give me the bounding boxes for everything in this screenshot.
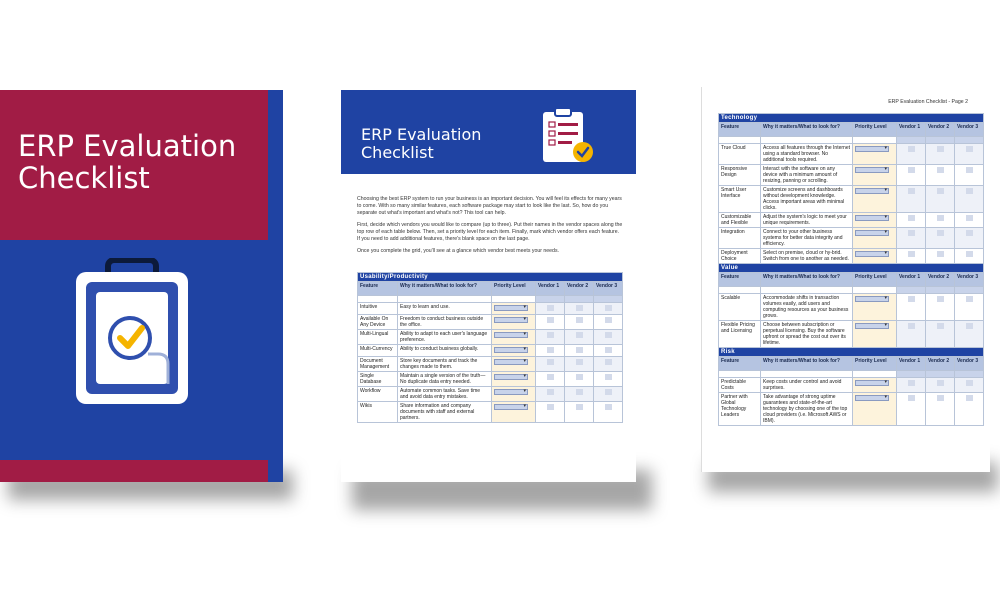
vendor-checkbox[interactable] (547, 404, 554, 410)
vendor-checkbox[interactable] (547, 359, 554, 365)
section-title: Usability/Productivity (358, 273, 623, 282)
vendor-checkbox[interactable] (908, 296, 915, 302)
section-title: Technology (719, 114, 984, 123)
feature-cell: Smart User Interface (719, 186, 761, 213)
vendor-checkbox[interactable] (605, 404, 612, 410)
feature-cell: Customizable and Flexible (719, 213, 761, 228)
vendor-checkbox[interactable] (605, 332, 612, 338)
col-header: Vendor 2 (926, 123, 955, 137)
vendor-checkbox[interactable] (908, 380, 915, 386)
priority-select[interactable] (494, 332, 528, 338)
col-header: Priority Level (853, 357, 897, 371)
feature-cell: Wikis (358, 402, 398, 423)
section-title: Risk (719, 348, 984, 357)
priority-select[interactable] (855, 380, 889, 386)
vendor-checkbox[interactable] (576, 404, 583, 410)
checklist-icon (537, 104, 599, 166)
vendor-checkbox[interactable] (937, 167, 944, 173)
priority-select[interactable] (855, 395, 889, 401)
col-header: Vendor 1 (536, 282, 565, 296)
table-row (719, 228, 984, 249)
priority-select[interactable] (494, 317, 528, 323)
feature-cell: Multi-Lingual (358, 330, 398, 345)
why-cell: Share information and company documents with staff and external partners. (398, 402, 492, 423)
vendor-checkbox[interactable] (576, 389, 583, 395)
table-row (719, 321, 984, 348)
checklist-page-1 (341, 90, 636, 482)
why-cell: Keep costs under control and avoid surprises. (761, 378, 853, 393)
vendor-checkbox[interactable] (576, 332, 583, 338)
page1-title (361, 126, 481, 162)
vendor-checkbox[interactable] (937, 251, 944, 257)
vendor-name-input[interactable] (926, 287, 955, 294)
page1-intro (357, 196, 623, 260)
feature-cell: Flexible Pricing and Licensing (719, 321, 761, 348)
priority-select[interactable] (855, 230, 889, 236)
vendor-checkbox[interactable] (937, 188, 944, 194)
vendor-checkbox[interactable] (576, 317, 583, 323)
vendor-checkbox[interactable] (966, 395, 973, 401)
vendor-name-input[interactable] (897, 287, 926, 294)
vendor-checkbox[interactable] (937, 230, 944, 236)
vendor-checkbox[interactable] (966, 380, 973, 386)
feature-cell: Partner with Global Technology Leaders (719, 393, 761, 426)
table-row (358, 315, 623, 330)
vendor-checkbox[interactable] (937, 395, 944, 401)
vendor-checkbox[interactable] (937, 146, 944, 152)
why-cell: Freedom to conduct business outside the office. (398, 315, 492, 330)
cover-page (0, 90, 283, 482)
vendor-name-input[interactable] (926, 137, 955, 144)
vendor-name-input[interactable] (955, 371, 984, 378)
why-cell: Interact with the software on any device with a minimum amount of resizing, panning or scrolling. (761, 165, 853, 186)
cover-title (18, 130, 268, 194)
why-cell: Ability to adapt to each user's language preference. (398, 330, 492, 345)
col-header: Priority Level (853, 273, 897, 287)
page1-header (341, 90, 636, 174)
vendor-checkbox[interactable] (605, 305, 612, 311)
vendor-checkbox[interactable] (908, 188, 915, 194)
vendor-checkbox[interactable] (576, 347, 583, 353)
table-row (719, 213, 984, 228)
why-cell: Store key documents and track the changes made to them. (398, 357, 492, 372)
vendor-checkbox[interactable] (966, 215, 973, 221)
vendor-checkbox[interactable] (908, 230, 915, 236)
why-cell: Access all features through the Internet using a standard browser. No additional tools required. (761, 144, 853, 165)
vendor-checkbox[interactable] (547, 305, 554, 311)
why-cell: Adjust the system's logic to meet your unique requirements. (761, 213, 853, 228)
priority-select[interactable] (855, 188, 889, 194)
intro-paragraph: First, decide which vendors you would like to compare (up to three). Put their names in the vendor spaces along the top row of each table below. Then, set a priority level for each item. Finally, mark which vendor offers each feature. If you need to add additional features, there's blank space on the last page. (357, 222, 623, 242)
table-row (719, 144, 984, 165)
vendor-checkbox[interactable] (908, 395, 915, 401)
col-header: Feature (719, 123, 761, 137)
vendor-checkbox[interactable] (547, 332, 554, 338)
vendor-checkbox[interactable] (605, 359, 612, 365)
vendor-checkbox[interactable] (966, 230, 973, 236)
table-row (358, 330, 623, 345)
feature-cell: Single Database (358, 372, 398, 387)
vendor-checkbox[interactable] (966, 188, 973, 194)
vendor-name-input[interactable] (594, 296, 623, 303)
why-cell: Connect to your other business systems for better data integrity and efficiency. (761, 228, 853, 249)
priority-select[interactable] (494, 389, 528, 395)
table-row (358, 372, 623, 387)
col-header: Why it matters/What to look for? (761, 123, 853, 137)
vendor-checkbox[interactable] (547, 374, 554, 380)
cover-title-line1: ERP Evaluation (18, 129, 237, 163)
vendor-checkbox[interactable] (937, 296, 944, 302)
vendor-name-input[interactable] (897, 137, 926, 144)
priority-select[interactable] (494, 374, 528, 380)
why-cell: Choose between subscription or perpetual licensing. Buy the software upfront or spread the cost out over its lifetime. (761, 321, 853, 348)
cover-bottom-band (0, 460, 268, 482)
table-row (358, 357, 623, 372)
feature-cell: Responsive Design (719, 165, 761, 186)
intro-paragraph: Once you complete the grid, you'll see at a glance which vendor best meets your needs. (357, 248, 559, 254)
vendor-checkbox[interactable] (605, 347, 612, 353)
why-cell: Automate common tasks. Save time and avoid data entry mistakes. (398, 387, 492, 402)
feature-cell: True Cloud (719, 144, 761, 165)
vendor-checkbox[interactable] (547, 347, 554, 353)
priority-select[interactable] (494, 404, 528, 410)
feature-cell: Scalable (719, 294, 761, 321)
table-row (719, 378, 984, 393)
vendor-checkbox[interactable] (966, 323, 973, 329)
col-header: Feature (719, 357, 761, 371)
feature-cell: Workflow (358, 387, 398, 402)
vendor-checkbox[interactable] (576, 305, 583, 311)
page1-title-line2: Checklist (361, 143, 434, 162)
table-row (719, 249, 984, 264)
vendor-checkbox[interactable] (605, 389, 612, 395)
priority-select[interactable] (494, 305, 528, 311)
col-header: Vendor 3 (955, 357, 984, 371)
vendor-name-input[interactable] (926, 371, 955, 378)
vendor-name-input[interactable] (536, 296, 565, 303)
vendor-checkbox[interactable] (576, 374, 583, 380)
vendor-checkbox[interactable] (908, 215, 915, 221)
priority-select[interactable] (494, 359, 528, 365)
section-title: Value (719, 264, 984, 273)
checklist-page-2 (701, 87, 990, 472)
col-header: Why it matters/What to look for? (761, 357, 853, 371)
vendor-checkbox[interactable] (605, 374, 612, 380)
priority-select[interactable] (494, 347, 528, 353)
col-header: Priority Level (492, 282, 536, 296)
col-header: Vendor 2 (926, 273, 955, 287)
why-cell: Customize screens and dashboards without development knowledge. Access important areas with minimal clicks. (761, 186, 853, 213)
vendor-checkbox[interactable] (966, 167, 973, 173)
priority-select[interactable] (855, 215, 889, 221)
col-header: Vendor 3 (594, 282, 623, 296)
col-header: Vendor 2 (926, 357, 955, 371)
feature-cell: Multi-Currency (358, 345, 398, 357)
feature-cell: Deployment Choice (719, 249, 761, 264)
table-row (719, 294, 984, 321)
table-row (358, 387, 623, 402)
vendor-name-input[interactable] (565, 296, 594, 303)
col-header: Vendor 3 (955, 123, 984, 137)
table-row (719, 186, 984, 213)
priority-select[interactable] (855, 296, 889, 302)
vendor-checkbox[interactable] (966, 251, 973, 257)
why-cell: Accommodate shifts in transaction volumes easily, add users and computing resources as your business grows. (761, 294, 853, 321)
vendor-checkbox[interactable] (908, 167, 915, 173)
priority-select[interactable] (855, 323, 889, 329)
priority-select[interactable] (855, 146, 889, 152)
page2-header: ERP Evaluation Checklist - Page 2 (888, 99, 968, 105)
priority-select[interactable] (855, 251, 889, 257)
table-row (358, 402, 623, 423)
col-header: Feature (358, 282, 398, 296)
vendor-checkbox[interactable] (908, 251, 915, 257)
table-row (719, 393, 984, 426)
usability-table (357, 272, 623, 423)
vendor-name-input[interactable] (955, 287, 984, 294)
vendor-checkbox[interactable] (937, 215, 944, 221)
why-cell: Select on premise, cloud or hy-brid. Switch from one to another as needed. (761, 249, 853, 264)
col-header: Priority Level (853, 123, 897, 137)
vendor-checkbox[interactable] (547, 389, 554, 395)
vendor-checkbox[interactable] (547, 317, 554, 323)
vendor-checkbox[interactable] (605, 317, 612, 323)
feature-cell: Predictable Costs (719, 378, 761, 393)
col-header: Why it matters/What to look for? (398, 282, 492, 296)
cover-title-line2: Checklist (18, 161, 150, 195)
vendor-checkbox[interactable] (908, 146, 915, 152)
table-row (358, 303, 623, 315)
feature-cell: Integration (719, 228, 761, 249)
col-header: Vendor 1 (897, 357, 926, 371)
vendor-checkbox[interactable] (937, 380, 944, 386)
why-cell: Take advantage of strong uptime guarantees and state-of-the-art technology by choosing one of the top cloud providers (i.e. Microsoft AWS or IBM). (761, 393, 853, 426)
table-row (358, 345, 623, 357)
vendor-checkbox[interactable] (576, 359, 583, 365)
col-header: Vendor 1 (897, 273, 926, 287)
vendor-name-input[interactable] (897, 371, 926, 378)
vendor-checkbox[interactable] (966, 296, 973, 302)
vendor-checkbox[interactable] (908, 323, 915, 329)
vendor-checkbox[interactable] (966, 146, 973, 152)
intro-paragraph: Choosing the best ERP system to run your business is an important decision. You will feel its effects for many years to come. With so many similar features, each software package may start to look like the last. So, how do you separate out what's important and what's not? This tool can help. (357, 196, 622, 216)
feature-cell: Document Management (358, 357, 398, 372)
why-cell: Ability to conduct business globally. (398, 345, 492, 357)
feature-cell: Intuitive (358, 303, 398, 315)
page1-title-line1: ERP Evaluation (361, 125, 482, 144)
col-header: Vendor 1 (897, 123, 926, 137)
why-cell: Maintain a single version of the truth—No duplicate data entry needed. (398, 372, 492, 387)
feature-cell: Available On Any Device (358, 315, 398, 330)
clipboard-check-icon (72, 258, 192, 408)
page2-table (718, 113, 984, 426)
table-row (719, 165, 984, 186)
why-cell: Easy to learn and use. (398, 303, 492, 315)
col-header: Vendor 2 (565, 282, 594, 296)
col-header: Why it matters/What to look for? (761, 273, 853, 287)
priority-select[interactable] (855, 167, 889, 173)
vendor-checkbox[interactable] (937, 323, 944, 329)
vendor-name-input[interactable] (955, 137, 984, 144)
col-header: Vendor 3 (955, 273, 984, 287)
col-header: Feature (719, 273, 761, 287)
